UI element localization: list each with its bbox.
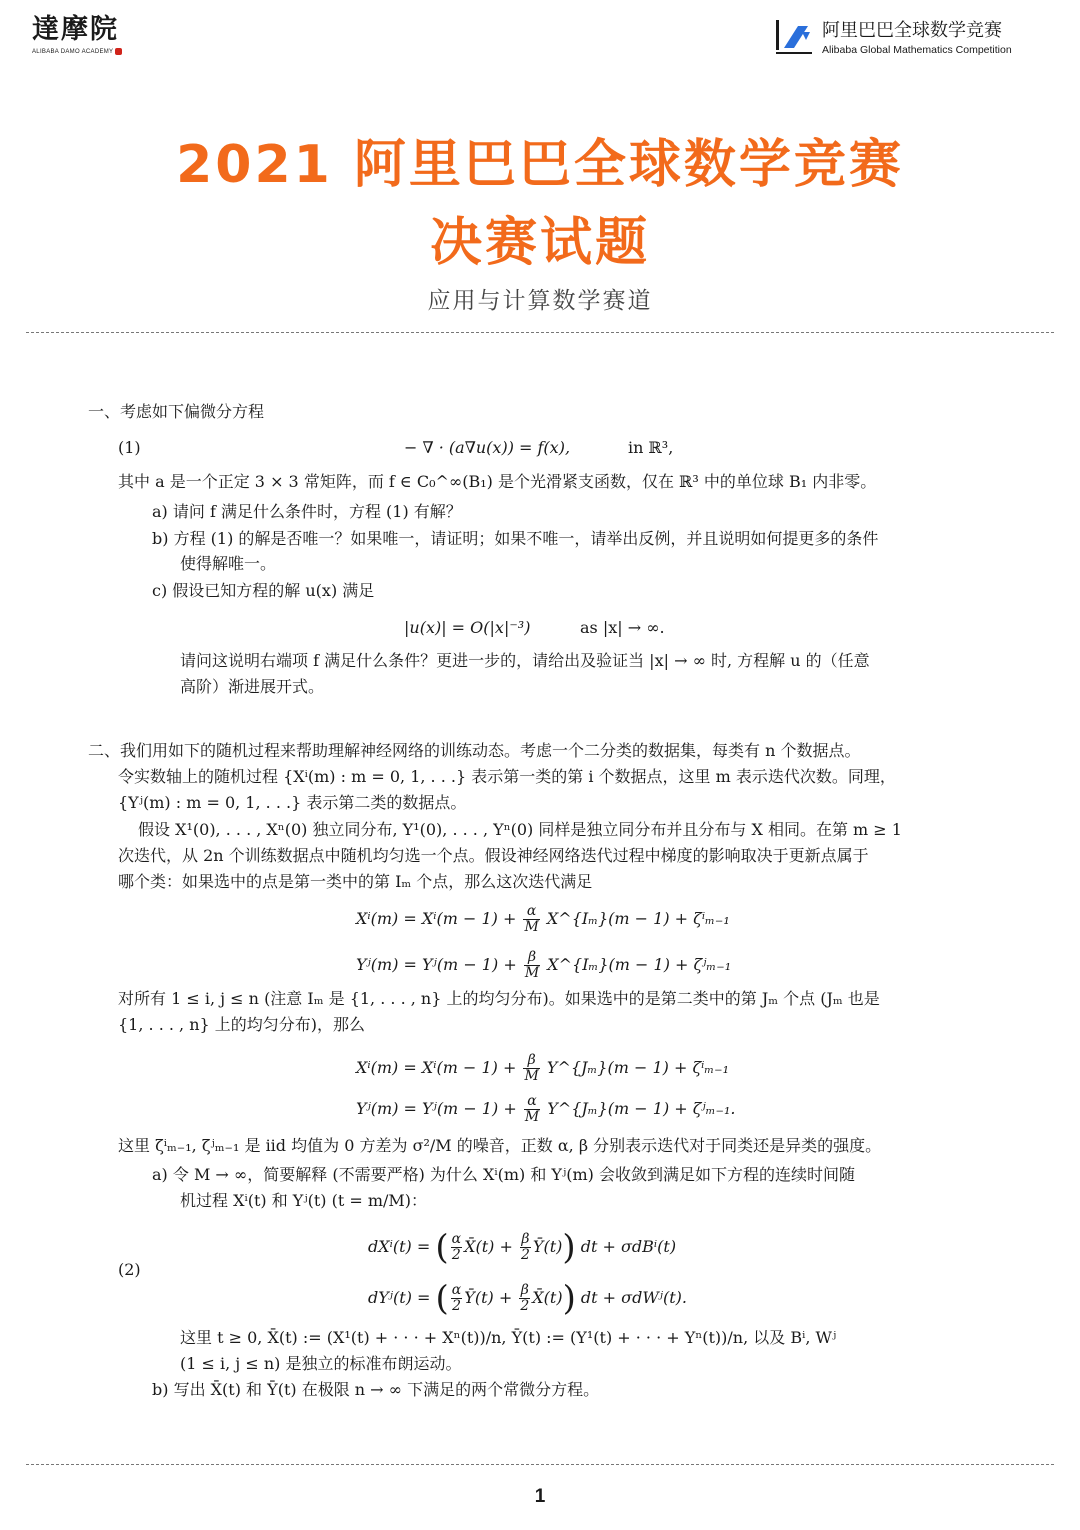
equation2-line1: dXⁱ(t) = ( $\frac{\alpha}{2}$ X̄(t) + $\frac{\beta}{2}$ Ȳ(t)) dt + σdBⁱ(t) bbox=[368, 1227, 677, 1268]
problem1-part-c-equation: |u(x)| = O(|x|⁻³) bbox=[404, 618, 531, 637]
equation2-line2: dYʲ(t) = ( $\frac{\alpha}{2}$ Ȳ(t) + $\frac{\beta}{2}$ X̄(t)) dt + σdWʲ(t). bbox=[368, 1278, 688, 1319]
problem1-part-b-cont: 使得解唯一。 bbox=[180, 554, 277, 573]
equation-line: Yʲ(m) = Yʲ(m − 1) + $\frac{\beta}{M}$ X^{Iₘ}(m − 1) + ζʲₘ₋₁ bbox=[356, 949, 732, 981]
problem2-part-a: a) 令 M → ∞，简要解释 (不需要严格) 为什么 Xⁱ(m) 和 Yʲ(m) 会收敛到满足如下方程的连续时间随 bbox=[152, 1165, 855, 1184]
equation2-label: (2) bbox=[118, 1260, 141, 1279]
problem2-text-line: 哪个类：如果选中的点是第一类中的第 Iₘ 个点，那么这次迭代满足 bbox=[118, 872, 593, 891]
problem1-part-c: c) 假设已知方程的解 u(x) 满足 bbox=[152, 581, 375, 600]
page-subtitle: 应用与计算数学赛道 bbox=[427, 288, 653, 314]
problem1-part-a: a) 请问 f 满足什么条件时，方程 (1) 有解？ bbox=[152, 502, 462, 521]
problem2-where-line: (1 ≤ i, j ≤ n) 是独立的标准布朗运动。 bbox=[180, 1354, 462, 1373]
equation-line: Yʲ(m) = Yʲ(m − 1) + $\frac{\alpha}{M}$ Y^{Jₘ}(m − 1) + ζʲₘ₋₁. bbox=[356, 1093, 736, 1125]
problem1-part-c-question-cont: 高阶）渐进展开式。 bbox=[180, 677, 325, 696]
problem2-text-line: 假设 X¹(0), . . . , Xⁿ(0) 独立同分布, Y¹(0), . . . , Yⁿ(0) 同样是独立同分布并且分布与 X 相同。在第 m ≥ 1 bbox=[138, 820, 902, 839]
damo-academy-logo bbox=[32, 14, 132, 55]
problem2-intro: 二、我们用如下的随机过程来帮助理解神经网络的训练动态。考虑一个二分类的数据集，每类有 n 个数据点。 bbox=[88, 741, 861, 760]
problem1-part-c-condition: as |x| → ∞. bbox=[580, 618, 665, 637]
problem2-part-b: b) 写出 X̄(t) 和 Ȳ(t) 在极限 n → ∞ 下满足的两个常微分方程。 bbox=[152, 1380, 600, 1399]
damo-logo-subtext: ALIBABA DAMO ACADEMY bbox=[32, 49, 114, 56]
page-title-line2: 决赛试题 bbox=[429, 213, 650, 273]
page-number: 1 bbox=[534, 1486, 546, 1507]
competition-logo-subtext: Alibaba Global Mathematics Competition bbox=[822, 44, 1012, 56]
problem2-where-line: 这里 t ≥ 0, X̄(t) := (X¹(t) + · · · + Xⁿ(t))/n, Ȳ(t) := (Y¹(t) + · · · + Yⁿ(t))/n, 以及 Bⁱ, Wʲ bbox=[180, 1328, 837, 1347]
problem1-equation: − ∇ · (a∇u(x)) = f(x), bbox=[404, 438, 571, 457]
problem1-part-b: b) 方程 (1) 的解是否唯一？如果唯一，请证明；如果不唯一，请举出反例，并且说明如何提更多的条件 bbox=[152, 529, 879, 548]
problem2-text-line: 对所有 1 ≤ i, j ≤ n (注意 Iₘ 是 {1, . . . , n} 上的均匀分布)。如果选中的是第二类中的第 Jₘ 个点 (Jₘ 也是 bbox=[118, 989, 880, 1008]
problem2-text-line: 令实数轴上的随机过程 {Xⁱ(m) : m = 0, 1, . . .} 表示第一类的第 i 个数据点，这里 m 表示迭代次数。同理， bbox=[118, 767, 896, 786]
problem2-part-a-cont: 机过程 Xⁱ(t) 和 Yʲ(t) (t = m/M)： bbox=[180, 1191, 428, 1210]
equation-line: Xⁱ(m) = Xⁱ(m − 1) + $\frac{\alpha}{M}$ X^{Iₘ}(m − 1) + ζⁱₘ₋₁ bbox=[356, 903, 730, 935]
problem1-part-c-question: 请问这说明右端项 f 满足什么条件？更进一步的，请给出及验证当 |x| → ∞ 时, 方程解 u 的（任意 bbox=[180, 651, 870, 670]
competition-logo-text: 阿里巴巴全球数学竞赛 bbox=[822, 20, 1002, 41]
competition-logo bbox=[774, 16, 1054, 60]
problem2-text-line: {1, . . . , n} 上的均匀分布)，那么 bbox=[118, 1015, 366, 1034]
divider-bottom bbox=[26, 1464, 1054, 1465]
problem1-heading: 一、考虑如下偏微分方程 bbox=[88, 402, 265, 421]
problem2-text-line: 这里 ζⁱₘ₋₁, ζʲₘ₋₁ 是 iid 均值为 0 方差为 σ²/M 的噪音，正数 α, β 分别表示迭代对于同类还是异类的强度。 bbox=[118, 1136, 882, 1155]
seal-icon bbox=[115, 48, 122, 55]
page-title: 2021 阿里巴巴全球数学竞赛 bbox=[176, 135, 904, 195]
damo-logo-text: 達摩院 bbox=[32, 14, 119, 45]
divider-top bbox=[26, 332, 1054, 333]
problem2-text-line: {Yʲ(m) : m = 0, 1, . . .} 表示第二类的数据点。 bbox=[118, 793, 467, 812]
problem1-description: 其中 a 是一个正定 3 × 3 常矩阵，而 f ∈ C₀^∞(B₁) 是个光滑紧支函数，仅在 ℝ³ 中的单位球 B₁ 内非零。 bbox=[118, 472, 877, 491]
problem2-text-line: 次迭代，从 2n 个训练数据点中随机均匀选一个点。假设神经网络迭代过程中梯度的影响取决于更新点属于 bbox=[118, 846, 869, 865]
problem1-eq-label: (1) bbox=[118, 438, 141, 457]
competition-mark-icon bbox=[774, 18, 814, 56]
problem1-equation-domain: in ℝ³, bbox=[628, 438, 674, 457]
equation-line: Xⁱ(m) = Xⁱ(m − 1) + $\frac{\beta}{M}$ Y^{Jₘ}(m − 1) + ζⁱₘ₋₁ bbox=[356, 1052, 729, 1084]
